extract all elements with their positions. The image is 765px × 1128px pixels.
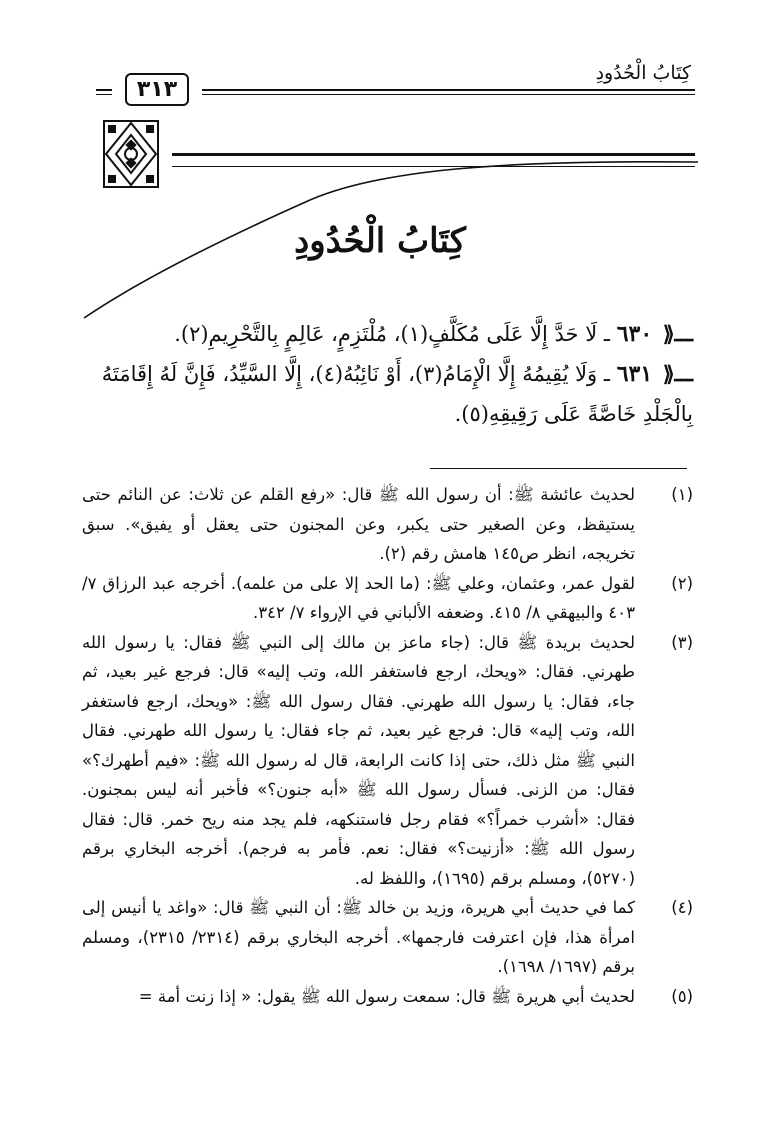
verse-text: ـ وَلَا يُقِيمُهُ إِلَّا الْإِمَامُ(٣)، أَوْ نَائِبُهُ(٤)، إِلَّا السَّيِّدُ، فَإِنَّ لَهُ إِقَامَتَهُ بِالْجَلْدِ خَاصَّةً عَلَى رَقِيقِهِ(٥).	[101, 362, 693, 426]
footnote-text: لحديث بريدة ﷺ قال: (جاء ماعز بن مالك إلى النبي ﷺ فقال: يا رسول الله طهرني. فقال: «ويحك، ارجع فاستغفر الله، وتب إليه» قال: فرجع غير بعيد، ثم جاء، فقال: يا رسول الله طهرني. فقال رسول الله ﷺ: «ويحك، ارجع فاستغفر الله، وتب إليه» قال: فرجع غير بعيد، ثم جاء فقال: يا رسول الله طهرني. فقال النبي ﷺ مثل ذلك، حتى إذا كانت الرابعة، قال له رسول الله ﷺ: «فيم أطهرك؟» فقال: من الزنى. فسأل رسول الله ﷺ «أبه جنون؟» فأخبر أنه ليس بمجنون. فقال: «أشرب خمراً؟» فقام رجل فاستنكهه، فلم يجد منه ريح خمر. قال: فقال رسول الله ﷺ: «أزنيت؟» فقال: نعم. فأمر به فرجم). أخرجه البخاري برقم (٥٢٧٠)، ومسلم برقم (١٦٩٥)، واللفظ له.	[82, 632, 635, 888]
verse-number: ٦٣٠	[616, 321, 653, 347]
chapter-title: كِتَابُ الْحُدُودِ	[294, 221, 466, 261]
footnote-text: لحديث أبي هريرة ﷺ قال: سمعت رسول الله ﷺ يقول: « إذا زنت أمة =	[138, 986, 635, 1006]
footnote-label: (٣)	[671, 632, 693, 652]
footnote-1	[82, 480, 693, 569]
verses	[84, 314, 693, 434]
footnote-text: كما في حديث أبي هريرة، وزيد بن خالد ﷺ: أن النبي ﷺ قال: «واغد يا أنيس إلى امرأة هذا، فإن اعترفت فارجمها». أخرجه البخاري برقم (٢٣١٤/ ٢٣١٥)، ومسلم برقم (١٦٩٧/ ١٦٩٨).	[82, 898, 635, 976]
footnote-text: لقول عمر، وعثمان، وعلي ﷺ: (ما الحد إلا على من علمه). أخرجه عبد الرزاق ٧/ ٤٠٣ والبيهقي ٨/ ٤١٥. وضعفه الألباني في الإرواء ٧/ ٣٤٢.	[82, 573, 635, 622]
page-number-box	[112, 72, 202, 106]
verse-630	[84, 314, 693, 354]
footnote-text: لحديث عائشة ﷺ: أن رسول الله ﷺ قال: «رفع القلم عن ثلاث: عن النائم حتى يستيقظ، وعن الصغير حتى يكبر، وعن المجنون حتى يعقل أو يفيق». سبق تخريجه، انظر ص١٤٥ هامش رقم (٢).	[82, 485, 635, 563]
footnote-2	[82, 569, 693, 628]
verse-631	[84, 354, 693, 434]
footnote-label: (١)	[671, 485, 693, 504]
running-head: كِتَابُ الْحُدُودِ	[595, 62, 691, 84]
footnote-5	[82, 982, 693, 1012]
verse-marker: ـــ⟪	[662, 321, 693, 346]
footnote-4	[82, 893, 693, 982]
verse-marker: ـــ⟪	[662, 361, 693, 386]
verse-number: ٦٣١	[616, 361, 653, 387]
footnote-label: (٥)	[671, 986, 693, 1006]
footnote-3	[82, 628, 693, 894]
footnote-label: (٤)	[671, 898, 693, 917]
page-number: ٣١٣	[125, 73, 189, 106]
verse-text: ـ لَا حَدَّ إِلَّا عَلَى مُكَلَّفٍ(١)، مُلْتَزِمٍ، عَالِمٍ بِالتَّحْرِيمِ(٢).	[174, 322, 611, 346]
footnote-separator	[430, 468, 687, 469]
footnote-label: (٢)	[671, 573, 693, 593]
footnotes	[82, 480, 693, 1011]
